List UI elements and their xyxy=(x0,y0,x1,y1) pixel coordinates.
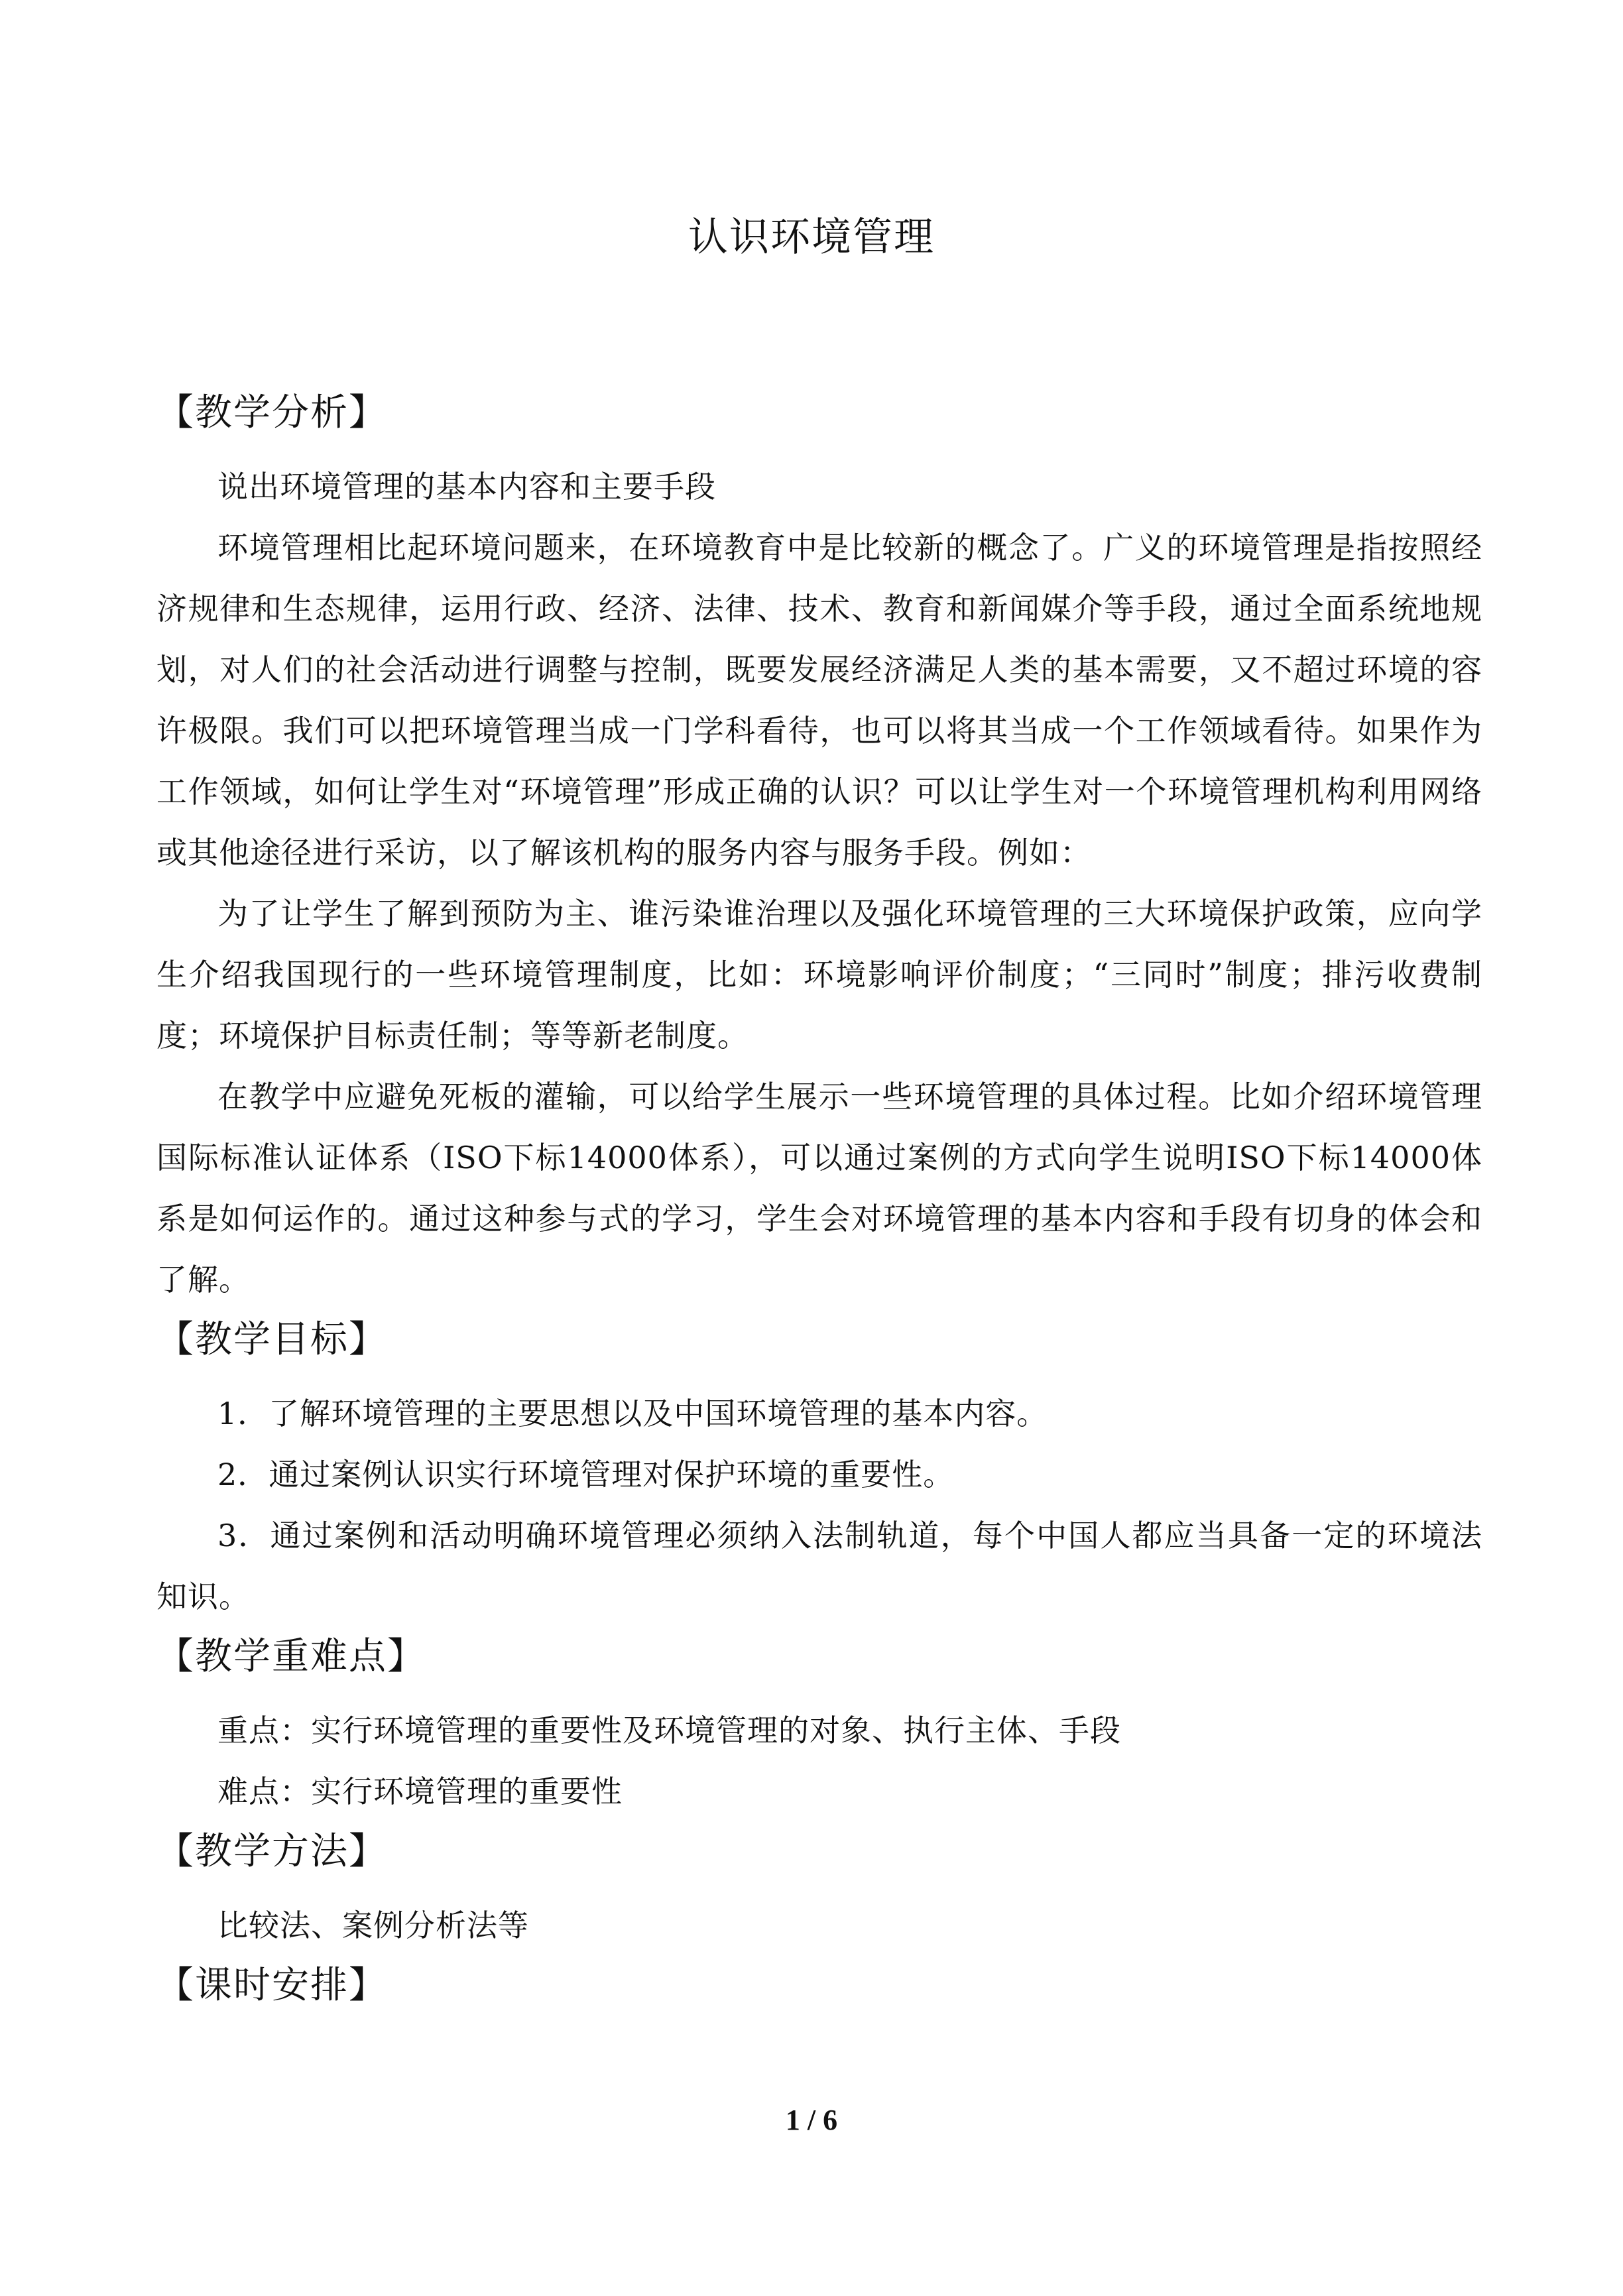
objective-item-2: 2．通过案例认识实行环境管理对保护环境的重要性。 xyxy=(217,1457,955,1492)
analysis-paragraph-4: 在教学中应避免死板的灌输，可以给学生展示一些环境管理的具体过程。比如介绍环境管理国际标准认证体系（ISO下标14000体系），可以通过案例的方式向学生说明ISO下标14000体系是如何运作的。通过这种参与式的学习，学生会对环境管理的基本内容和手段有切身的体会和了解。 xyxy=(156,1079,1482,1298)
analysis-paragraph-3: 为了让学生了解到预防为主、谁污染谁治理以及强化环境管理的三大环境保护政策，应向学生介绍我国现行的一些环境管理制度，比如：环境影响评价制度；“三同时”制度；排污收费制度；环境保护目标责任制；等等新老制度。 xyxy=(156,896,1482,1054)
key-point-difficulty: 难点：实行环境管理的重要性 xyxy=(217,1774,623,1809)
section-heading-methods: 【教学方法】 xyxy=(156,1830,387,1873)
section-heading-analysis: 【教学分析】 xyxy=(156,391,387,434)
methods-text: 比较法、案例分析法等 xyxy=(217,1907,529,1943)
document-body xyxy=(156,383,1482,2016)
document-title: 认识环境管理 xyxy=(688,214,935,261)
page-number: 1 / 6 xyxy=(785,2104,838,2136)
section-heading-key-points: 【教学重难点】 xyxy=(156,1635,426,1678)
analysis-paragraph-2: 环境管理相比起环境问题来，在环境教育中是比较新的概念了。广义的环境管理是指按照经济规律和生态规律，运用行政、经济、法律、技术、教育和新闻媒介等手段，通过全面系统地规划，对人们的社会活动进行调整与控制，既要发展经济满足人类的基本需要，又不超过环境的容许极限。我们可以把环境管理当成一门学科看待，也可以将其当成一个工作领域看待。如果作为工作领域，如何让学生对“环境管理”形成正确的认识？可以让学生对一个环境管理机构利用网络或其他途径进行采访，以了解该机构的服务内容与服务手段。例如： xyxy=(156,530,1482,871)
section-heading-objectives: 【教学目标】 xyxy=(156,1318,387,1361)
key-point-focus: 重点：实行环境管理的重要性及环境管理的对象、执行主体、手段 xyxy=(217,1713,1121,1748)
section-heading-schedule: 【课时安排】 xyxy=(156,1964,387,2007)
objective-item-3: 3．通过案例和活动明确环境管理必须纳入法制轨道，每个中国人都应当具备一定的环境法知识。 xyxy=(156,1518,1482,1614)
objective-item-1: 1．了解环境管理的主要思想以及中国环境管理的基本内容。 xyxy=(217,1396,1048,1431)
analysis-paragraph-1: 说出环境管理的基本内容和主要手段 xyxy=(217,469,716,505)
